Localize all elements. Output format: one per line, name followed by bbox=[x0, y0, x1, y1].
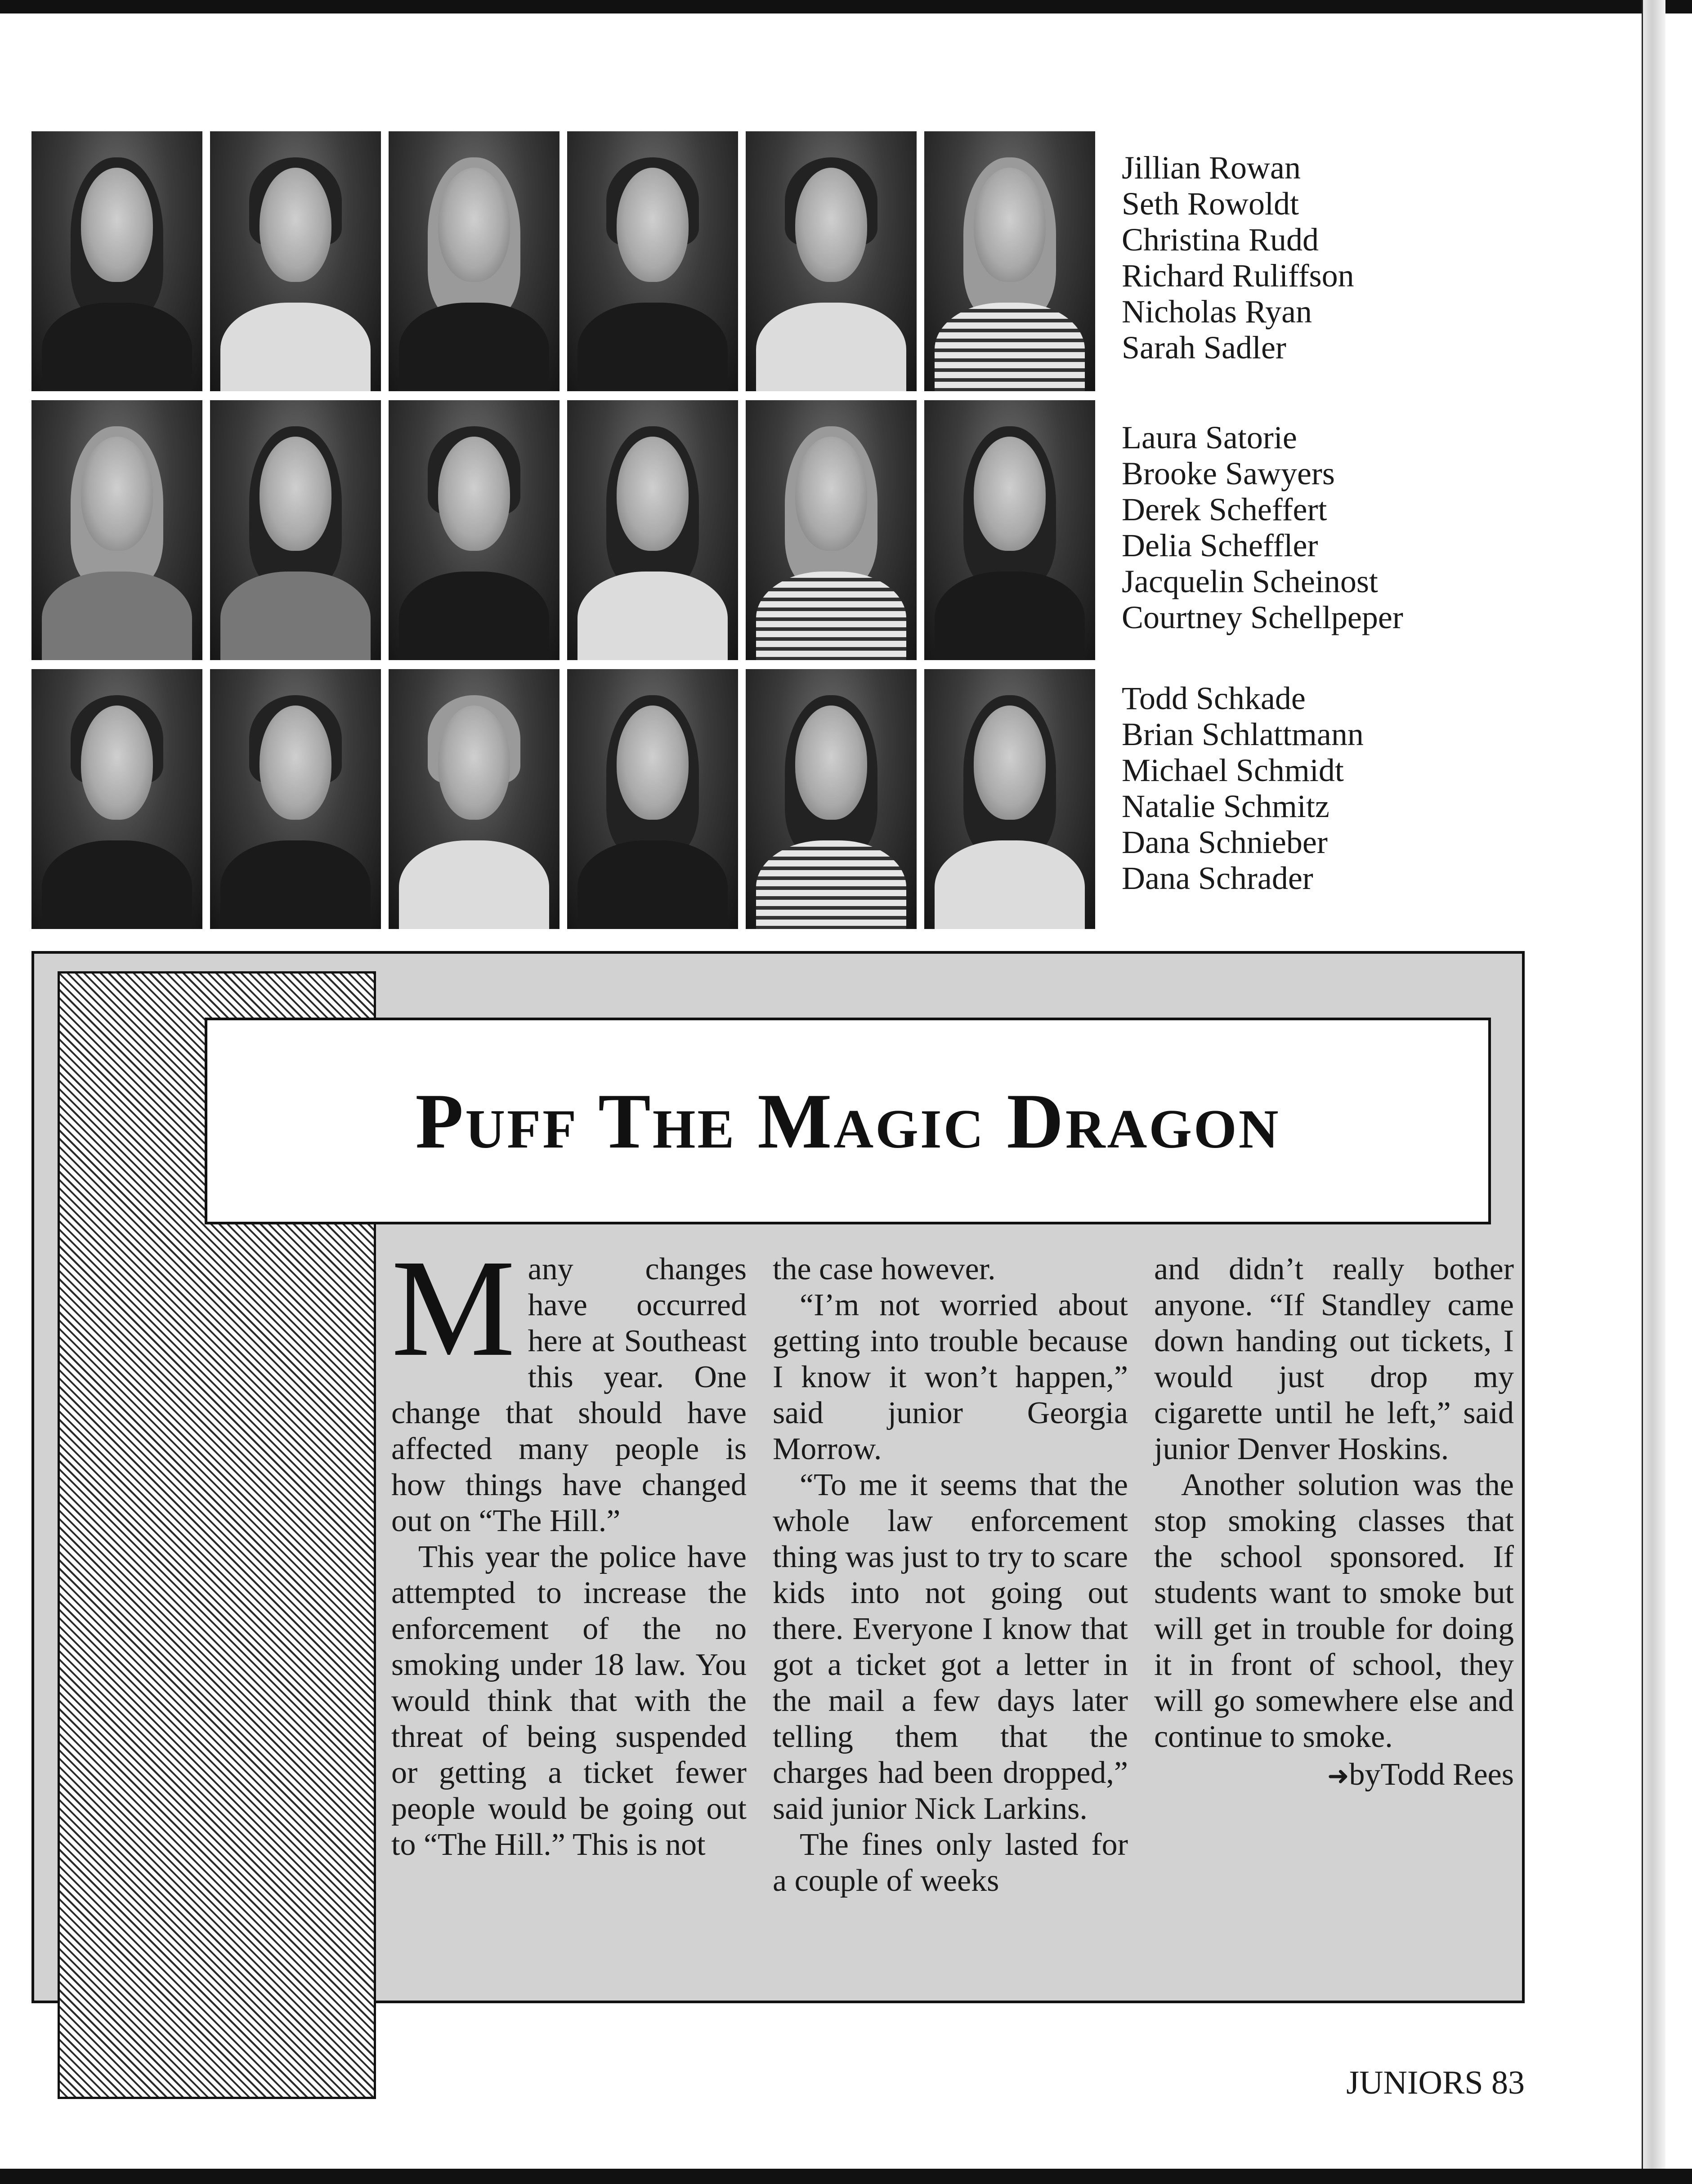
portrait-photo bbox=[924, 669, 1095, 929]
portrait-photo bbox=[31, 400, 202, 660]
student-name: Sarah Sadler bbox=[1122, 330, 1286, 366]
byline-text: byTodd Rees bbox=[1349, 1757, 1514, 1792]
article-paragraph: the case however. bbox=[773, 1252, 996, 1286]
portrait-photo bbox=[567, 669, 738, 929]
article-paragraph: “I’m not worried about getting into trouble because I know it won’t happen,” said junior Georgia Morrow. bbox=[773, 1288, 1128, 1466]
student-name: Natalie Schmitz bbox=[1122, 788, 1329, 824]
portrait-photo bbox=[389, 669, 560, 929]
portrait-photo bbox=[567, 131, 738, 391]
article-paragraph bbox=[391, 1231, 747, 1539]
headline: Puff The Magic Dragon bbox=[415, 1077, 1280, 1165]
student-name: Brian Schlattmann bbox=[1122, 716, 1364, 752]
student-name: Christina Rudd bbox=[1122, 222, 1319, 258]
student-name: Seth Rowoldt bbox=[1122, 186, 1299, 222]
portrait-photo bbox=[924, 400, 1095, 660]
headline-box bbox=[205, 1018, 1491, 1224]
student-name: Michael Schmidt bbox=[1122, 752, 1344, 788]
byline bbox=[1154, 1757, 1514, 1794]
portrait-photo bbox=[210, 131, 381, 391]
bottom-border bbox=[0, 2169, 1692, 2184]
name-list-row-3 bbox=[1122, 680, 1526, 896]
article-paragraph: and didn’t really bother anyone. “If Standley came down handing out tickets, I would just drop my cigarette until he left,” said junior Denver Hoskins. bbox=[1154, 1252, 1514, 1466]
student-name: Nicholas Ryan bbox=[1122, 294, 1312, 330]
portrait-photo bbox=[746, 400, 917, 660]
portrait-photo bbox=[210, 400, 381, 660]
student-name: Jillian Rowan bbox=[1122, 150, 1301, 186]
article-paragraph: Another solution was the stop smoking classes that the school sponsored. If students want to smoke but will get in trouble for doing it in front of school, they will go somewhere else and continue to smoke. bbox=[1154, 1468, 1514, 1754]
student-name: Brooke Sawyers bbox=[1122, 456, 1335, 491]
page-edge bbox=[1642, 0, 1665, 2184]
drop-cap: M bbox=[391, 1231, 515, 1385]
article-column-2 bbox=[773, 1251, 1128, 1899]
student-name: Richard Ruliffson bbox=[1122, 258, 1354, 294]
article-column-3 bbox=[1154, 1251, 1514, 1794]
portrait-photo bbox=[567, 400, 738, 660]
portrait-photo bbox=[924, 131, 1095, 391]
article-paragraph: “To me it seems that the whole law enforcement thing was just to try to scare kids into not going out there. Everyone I know that got a ticket got a letter in the mail a few days later telling them that the charges had been dropped,” said junior Nick Larkins. bbox=[773, 1468, 1128, 1826]
student-name: Derek Scheffert bbox=[1122, 491, 1327, 527]
student-name: Laura Satorie bbox=[1122, 420, 1297, 456]
article-paragraph: The fines only lasted for a couple of weeks bbox=[773, 1827, 1128, 1898]
portrait-photo bbox=[746, 669, 917, 929]
student-name: Dana Schnieber bbox=[1122, 824, 1328, 860]
portrait-grid bbox=[31, 131, 1095, 929]
portrait-photo bbox=[746, 131, 917, 391]
name-list-row-1 bbox=[1122, 150, 1526, 366]
article-paragraph: This year the police have attempted to increase the enforcement of the no smoking under 18 law. You would think that with the threat of being suspended or getting a ticket fewer people would be going out to “The Hill.” This is not bbox=[391, 1540, 747, 1862]
student-name: Delia Scheffler bbox=[1122, 527, 1318, 563]
portrait-photo bbox=[389, 131, 560, 391]
paragraph-text: any changes have occurred here at Southeast this year. One change that should have affected many people is how things have changed out on “The Hill.” bbox=[391, 1252, 747, 1538]
student-name: Jacquelin Scheinost bbox=[1122, 563, 1378, 599]
top-border bbox=[0, 0, 1692, 13]
portrait-photo bbox=[389, 400, 560, 660]
student-name: Dana Schrader bbox=[1122, 860, 1313, 896]
article-column-1 bbox=[391, 1231, 747, 1863]
student-name: Courtney Schellpeper bbox=[1122, 599, 1403, 635]
student-name: Todd Schkade bbox=[1122, 680, 1306, 716]
arrow-icon: ➜ bbox=[1327, 1760, 1349, 1791]
portrait-photo bbox=[210, 669, 381, 929]
name-list-row-2 bbox=[1122, 420, 1526, 635]
portrait-photo bbox=[31, 669, 202, 929]
portrait-photo bbox=[31, 131, 202, 391]
page-folio: JUNIORS 83 bbox=[1346, 2064, 1525, 2101]
